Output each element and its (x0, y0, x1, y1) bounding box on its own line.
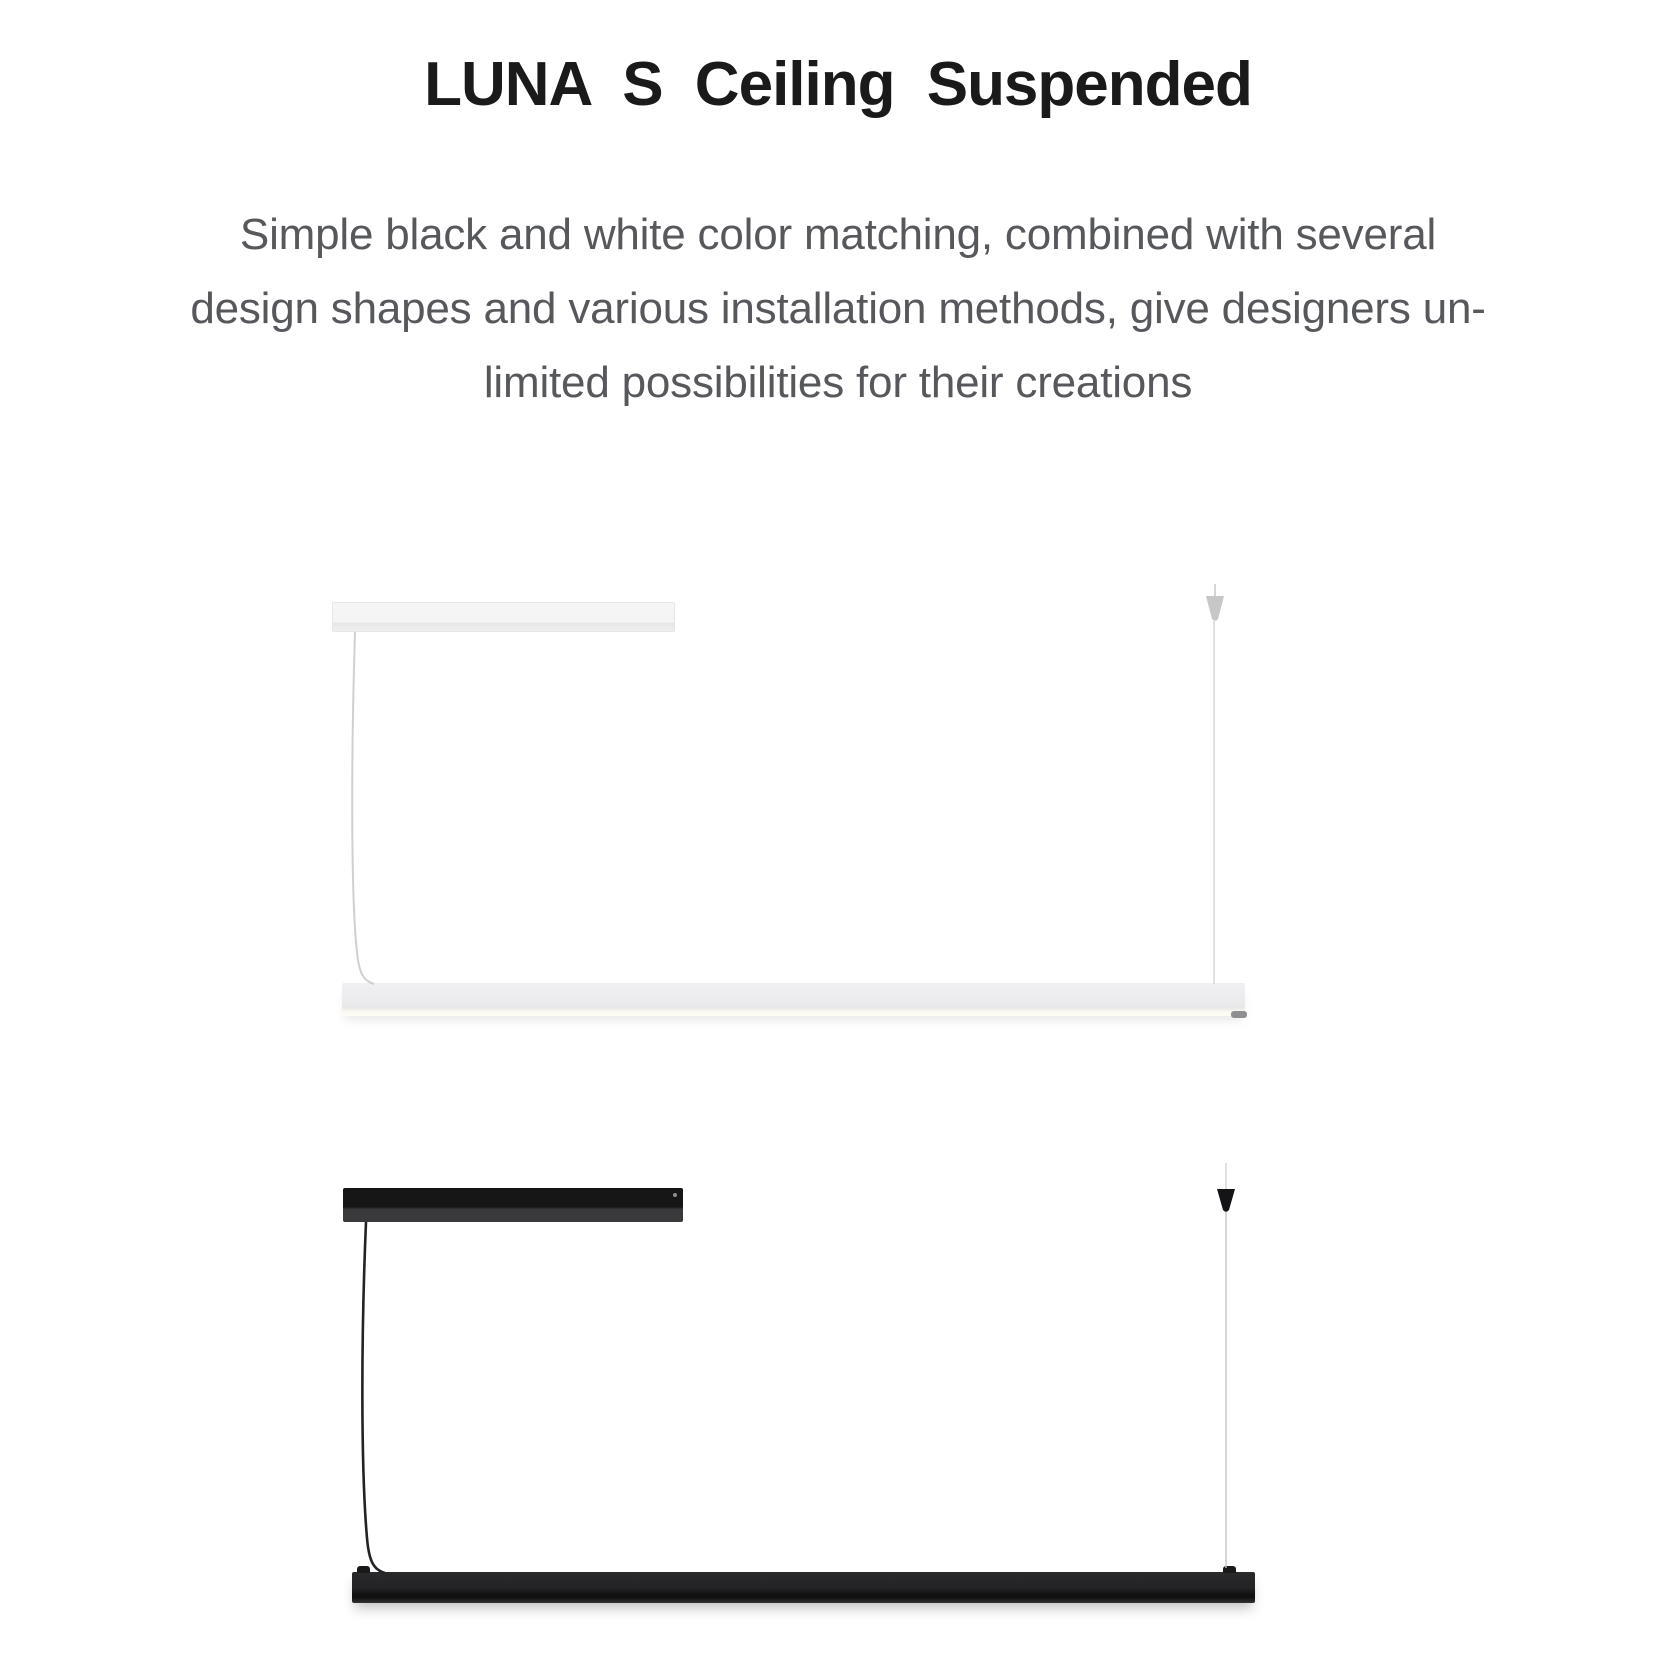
white-light-bar (342, 983, 1245, 1016)
black-ceiling-cone (1217, 1189, 1235, 1212)
product-description (0, 198, 1676, 420)
black-ceiling-canopy (343, 1188, 683, 1222)
white-ceiling-canopy (332, 602, 675, 632)
black-left-suspension-cord (362, 1222, 385, 1573)
description-line-1: Simple black and white color matching, combined with several (239, 210, 1437, 259)
description-line-2: design shapes and various installation methods, give designers un- (190, 284, 1486, 333)
description-line-3: limited possibilities for their creations (483, 358, 1193, 407)
white-bar-endcap (1231, 1011, 1247, 1018)
black-bar-right-connector (1223, 1566, 1236, 1573)
black-canopy-screw-dot (673, 1193, 677, 1197)
page-title: LUNA S Ceiling Suspended (424, 50, 1252, 119)
white-left-suspension-cord (352, 632, 374, 984)
black-light-bar (352, 1572, 1255, 1603)
black-bar-left-connector (357, 1566, 370, 1573)
white-ceiling-cone (1206, 596, 1224, 621)
